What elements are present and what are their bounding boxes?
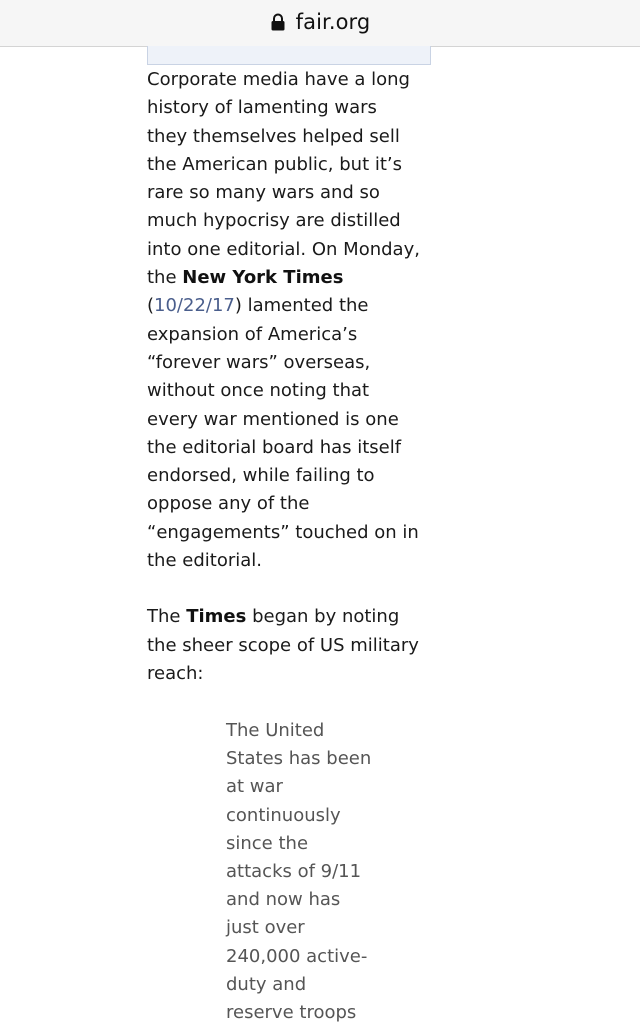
article-body: [147, 66, 422, 688]
url-display[interactable]: [0, 7, 640, 37]
paragraph-text: ) lamented the expansion of America’s “forever wars” overseas, without once noting that every war mentioned is one the editorial board has itself endorsed, while failing to oppose any of the “engagements” touched on in the editorial.: [147, 295, 419, 572]
paragraph-text: The: [147, 606, 187, 628]
publication-name: New York Times: [182, 267, 344, 289]
paragraph-text: began by noting the sheer scope of US military reach:: [147, 606, 419, 684]
blockquote: [226, 717, 376, 1027]
lock-icon: [270, 13, 286, 31]
url-text: fair.org: [295, 10, 371, 34]
blockquote-text: The United States has been at war continuously since the attacks of 9/11 and now has just over 240,000 active-duty and reserve troops: [226, 720, 372, 1024]
article-paragraph-2: [147, 603, 422, 688]
paragraph-text: Corporate media have a long history of lamenting wars they themselves helped sell the American public, but it’s rare so many wars and so much hypocrisy are distilled into one editorial. On Monday, the: [147, 69, 420, 289]
paragraph-text: (: [147, 295, 155, 317]
publication-name: Times: [186, 606, 247, 628]
date-link[interactable]: 10/22/17: [154, 295, 235, 317]
embedded-content-box: [147, 46, 431, 65]
browser-address-bar[interactable]: [0, 0, 640, 47]
article-paragraph-1: [147, 66, 422, 575]
